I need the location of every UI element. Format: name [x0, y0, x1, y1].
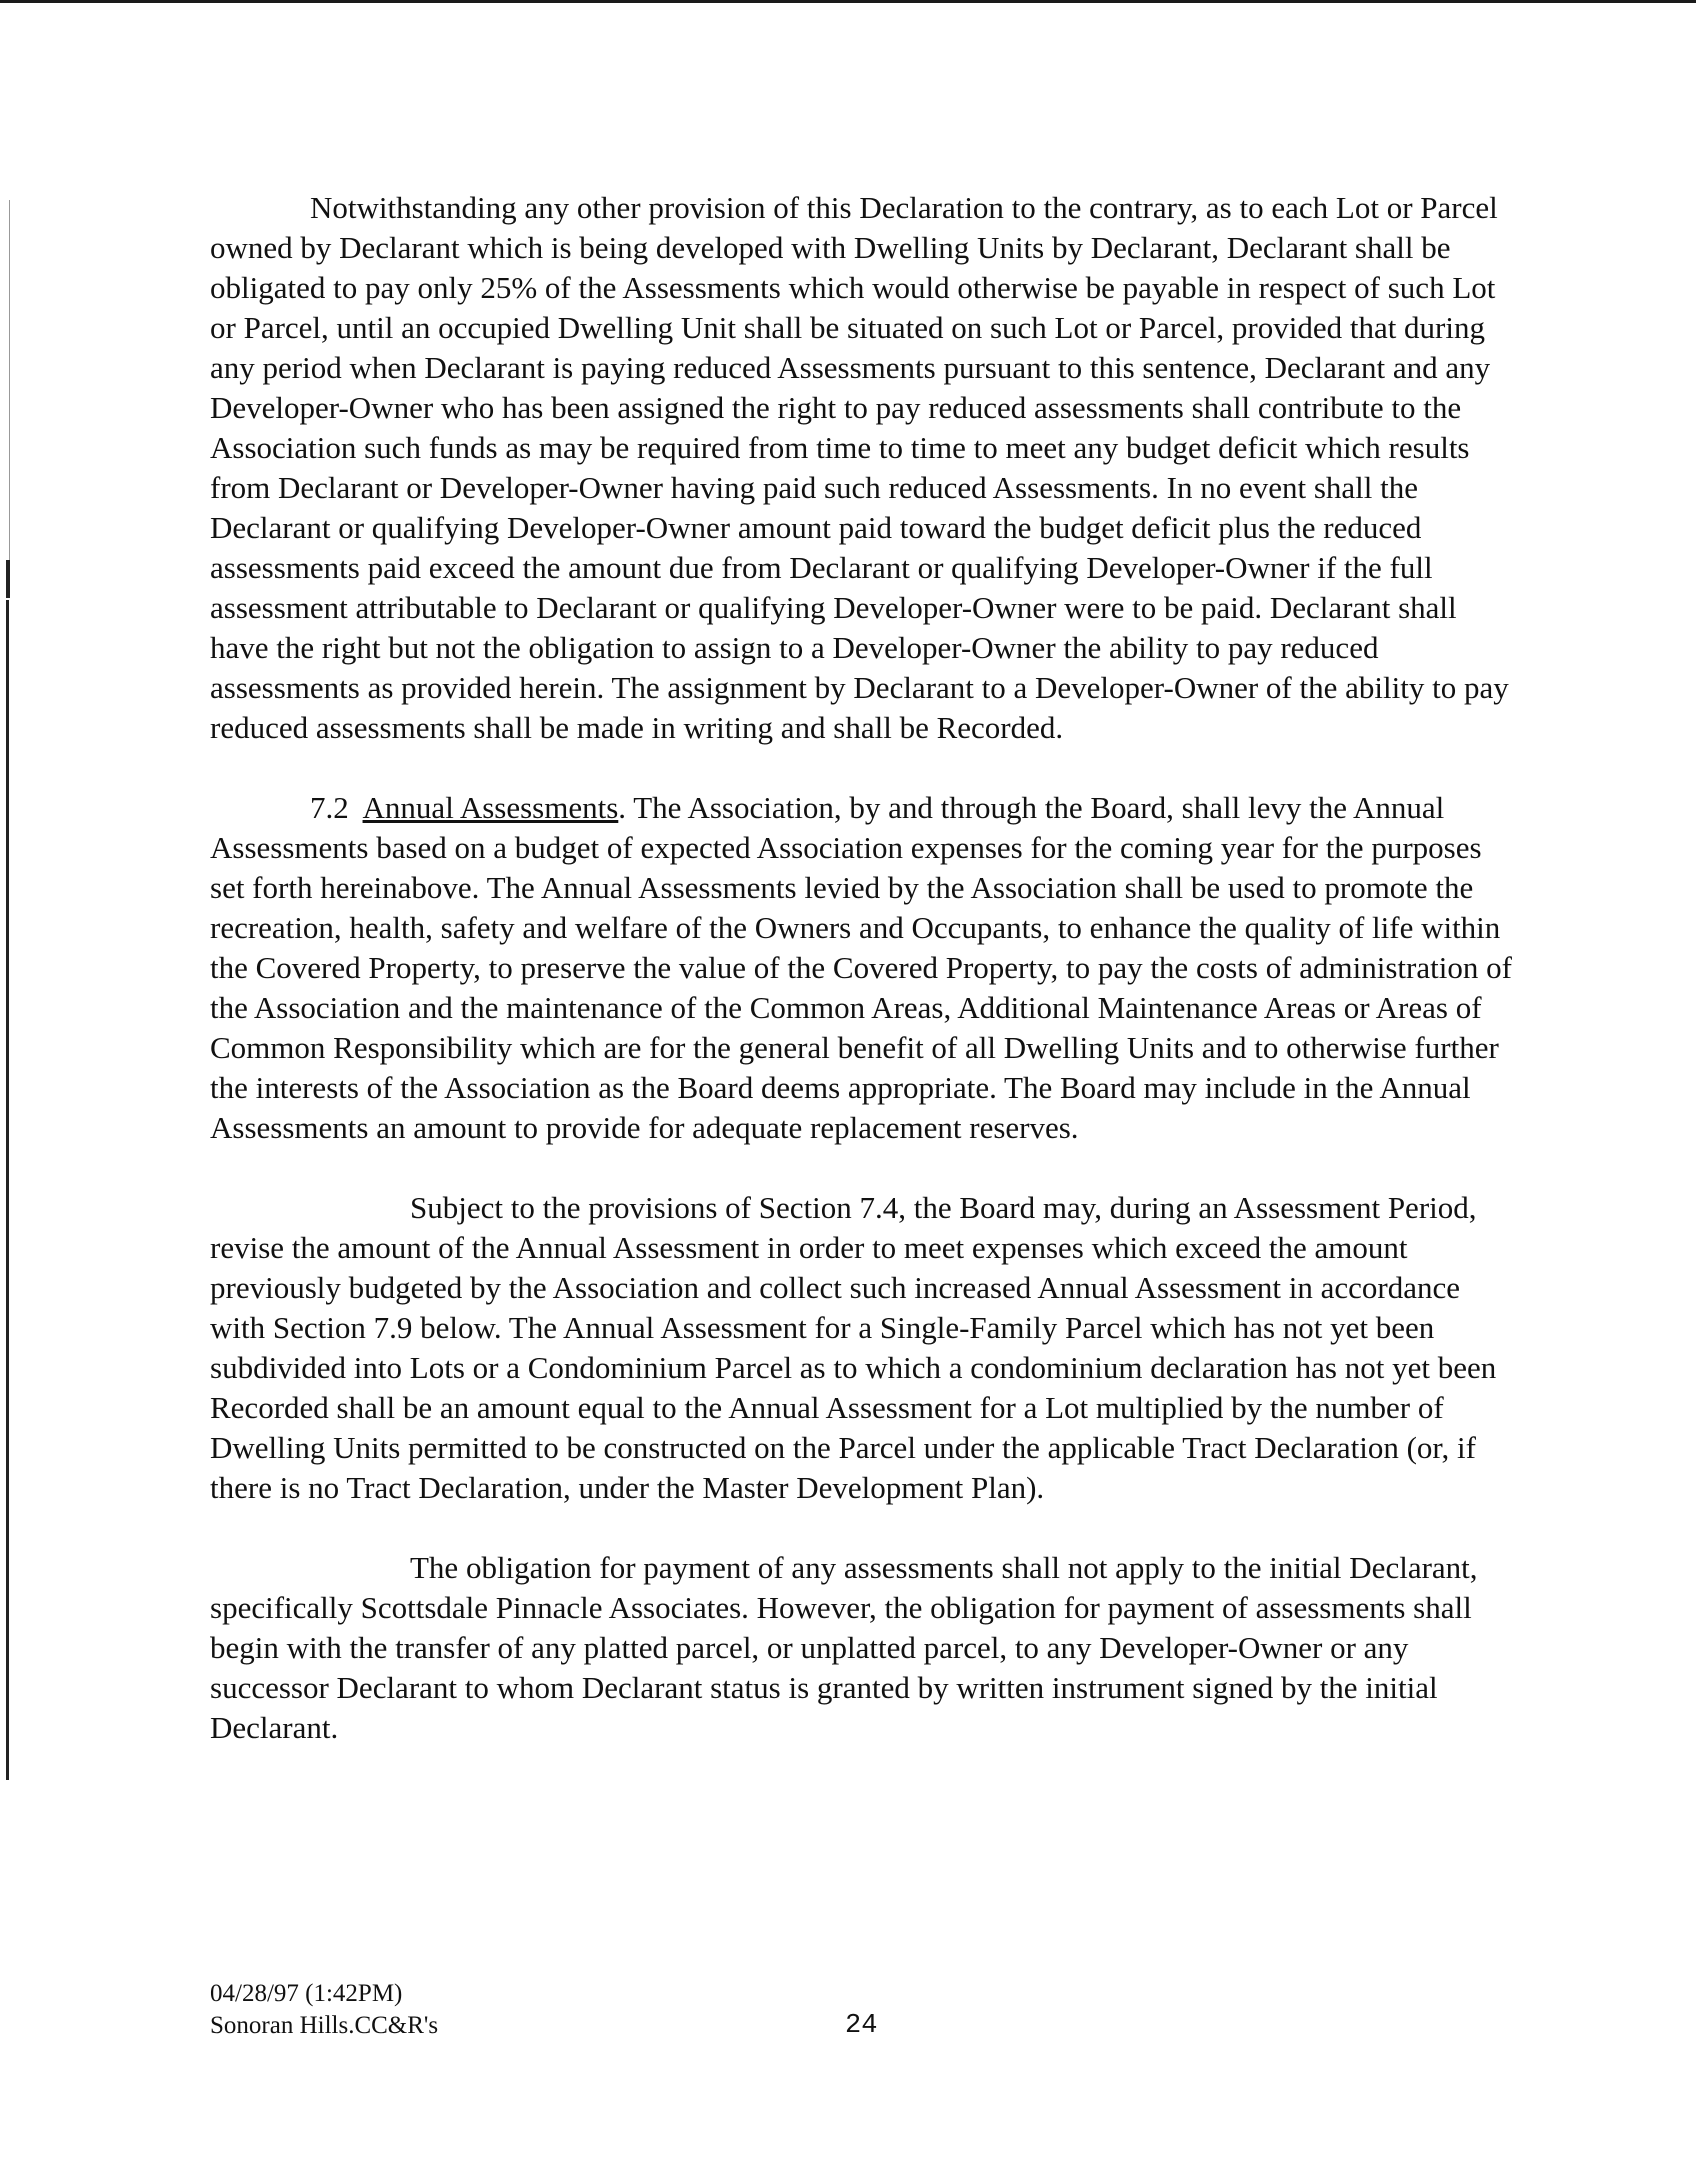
section-body: . The Association, by and through the Board, shall levy the Annual Assessments based on a budget of expected Association expenses for the coming year for the purposes set forth hereinabove. The Annual Assessments levied by the Association shall be used to promote the recreation, health, safety and welfare of the Owners and Occupants, to enhance the quality of life within the Covered Property, to preserve the value of the Covered Property, to pay the costs of administration of the Association and the maintenance of the Common Areas, Additional Maintenance Areas or Areas of Common Responsibility which are for the general benefit of all Dwelling Units and to otherwise further the interests of the Association as the Board deems appropriate. The Board may include in the Annual Assessments an amount to provide for adequate replacement reserves. [210, 790, 1512, 1145]
scan-left-edge-mark [6, 600, 9, 1780]
footer-file-name: Sonoran Hills.CC&R's [210, 2012, 439, 2039]
page-body [210, 188, 1520, 1788]
paragraph-assessment-revision: Subject to the provisions of Section 7.4, the Board may, during an Assessment Period, revise the amount of the Annual Assessment in order to meet expenses which exceed the amount previously budgeted by the Association and collect such increased Annual Assessment in accordance with Section 7.9 below. The Annual Assessment for a Single-Family Parcel which has not yet been subdivided into Lots or a Condominium Parcel as to which a condominium declaration has not yet been Recorded shall be an amount equal to the Annual Assessment for a Lot multiplied by the number of Dwelling Units permitted to be constructed on the Parcel under the applicable Tract Declaration (or, if there is no Tract Declaration, under the Master Development Plan). [210, 1190, 1497, 1505]
footer-date-time: 04/28/97 (1:42PM) [210, 1980, 403, 2007]
paragraph-declarant-reduced-assessments: Notwithstanding any other provision of this Declaration to the contrary, as to each Lot or Parcel owned by Declarant which is being developed with Dwelling Units by Declarant, Declarant shall be obligated to pay only 25% of the Assessments which would otherwise be payable in respect of such Lot or Parcel, until an occupied Dwelling Unit shall be situated on such Lot or Parcel, provided that during any period when Declarant is paying reduced Assessments pursuant to this sentence, Declarant and any Developer-Owner who has been assigned the right to pay reduced assessments shall contribute to the Association such funds as may be required from time to time to meet any budget deficit which results from Declarant or Developer-Owner having paid such reduced Assessments. In no event shall the Declarant or qualifying Developer-Owner amount paid toward the budget deficit plus the reduced assessments paid exceed the amount due from Declarant or qualifying Developer-Owner if the full assessment attributable to Declarant or qualifying Developer-Owner were to be paid. Declarant shall have the right but not the obligation to assign to a Developer-Owner the ability to pay reduced assessments as provided herein. The assignment by Declarant to a Developer-Owner of the ability to pay reduced assessments shall be made in writing and shall be Recorded. [210, 190, 1509, 745]
footer-document-info [210, 1978, 438, 2042]
scan-top-edge [0, 0, 1696, 3]
scan-left-edge-thin [9, 200, 10, 560]
section-title: Annual Assessments [362, 790, 619, 825]
scan-left-edge-mark [6, 560, 10, 598]
paragraph-initial-declarant-exemption: The obligation for payment of any assessments shall not apply to the initial Declarant, specifically Scottsdale Pinnacle Associates. However, the obligation for payment of assessments shall begin with the transfer of any platted parcel, or unplatted parcel, to any Developer-Owner or any successor Declarant to whom Declarant status is granted by written instrument signed by the initial Declarant. [210, 1550, 1478, 1745]
section-number: 7.2 [310, 790, 349, 825]
page-number: 24 [845, 2011, 878, 2041]
paragraph-section-7-2 [210, 788, 1520, 1148]
